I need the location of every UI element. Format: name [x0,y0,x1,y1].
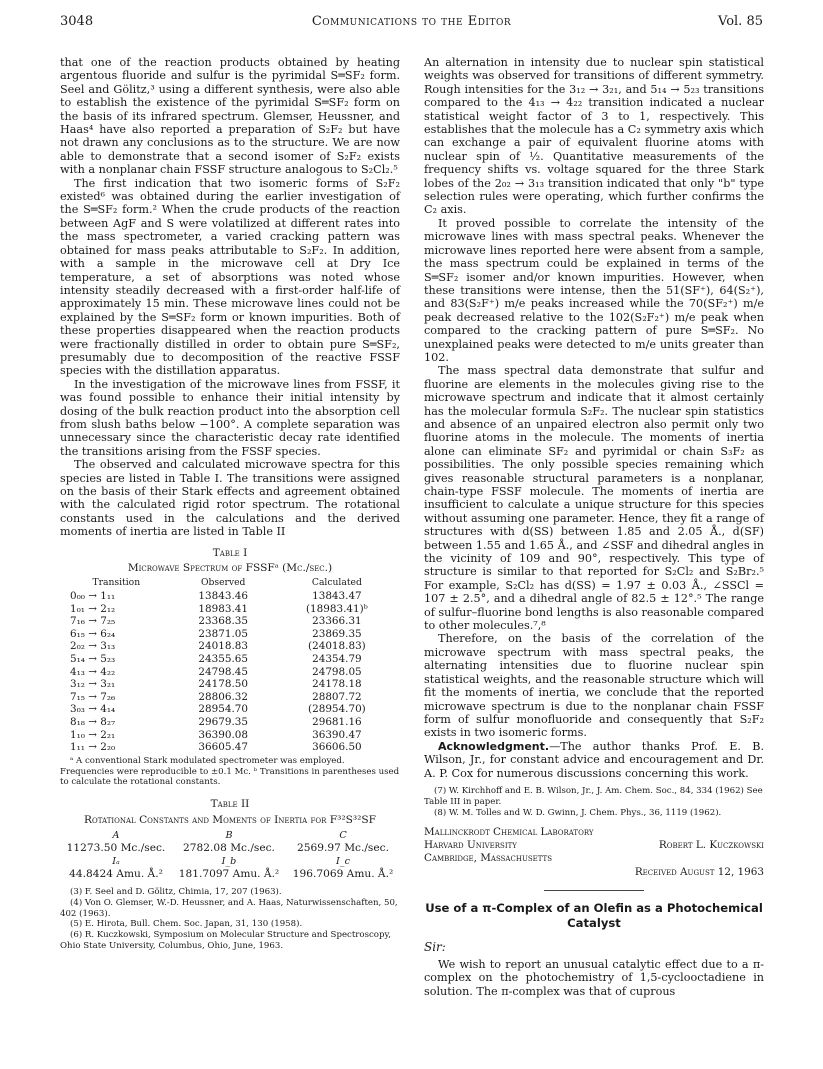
table1-row [60,628,400,641]
table2 [60,829,400,881]
table1-label: Table I [212,546,248,559]
table1 [60,577,400,753]
table1-cell: 1₀₁ → 2₁₂ [70,602,116,615]
table1-cell: 28807.72 [312,690,362,703]
table1-row [60,741,400,754]
page-header [60,14,763,34]
table1-cell: 24178.50 [198,678,248,691]
table1-title: Microwave Spectrum of FSSFᵃ (Mc./sec.) [127,562,333,575]
table1-footnote [60,756,400,788]
table2-header: B [225,829,233,841]
reference: (6) R. Kuczkowski, Symposium on Molecular Structure and Spectroscopy, Ohio State University, Columbus, Ohio, June, 1963. [60,930,391,951]
paragraph: We wish to report an unusual catalytic effect due to a π-complex on the photochemistry of 1,5-cyclooctadiene in solution. The π-complex was that of cuprous [424,957,764,998]
table1-cell: 0₀₀ → 1₁₁ [70,590,116,603]
right-references [424,786,764,818]
salutation: Sir: [424,939,446,954]
table1-header: Transition [92,577,141,589]
paragraph: An alternation in intensity due to nuclear spin statistical weights was observed for transitions of different symmetry. Rough intensities for the 3₁₂ → 3₂₁, and 5₁₄ → 5₂₃ transitions compared to the 4₁₃ → 4₂₂ transition indicated a nuclear statistical weight factor of 3 to 1, respectively. This establishes that the molecule has a C₂ symmetry axis which can exchange a pair of equivalent fluorine atoms with nuclear spin of ½. Quantitative measurements of the frequency shifts vs. voltage squared for the three Stark lobes of the 2₀₂ → 3₁₃ transition indicated that only "b" type selection rules were operating, which further confirms the C₂ axis. [424,56,764,217]
table1-cell: 29679.35 [198,715,248,728]
table1-cell: 24355.65 [198,653,248,665]
paragraph: In the investigation of the microwave lines from FSSF, it was found possible to enhance their initial intensity by dosing of the bulk reaction product into the absorption cell from slush baths below −100°. A complete separation was unnecessary since the characteristic decay rate identified the transitions arising from the FSSF species. [60,377,400,458]
table2-header: I_c [336,855,350,867]
table1-row [60,678,400,691]
section-divider [544,890,644,891]
table1-cell: 7₁₅ → 7₂₆ [70,690,116,703]
reference: (8) W. M. Tolles and W. D. Gwinn, J. Chem. Phys., 36, 1119 (1962). [434,807,722,818]
table1-cell: 4₁₃ → 4₂₂ [70,665,116,678]
table1-cell: 1₁₀ → 2₂₁ [70,728,116,741]
table2-header: A [112,829,120,841]
paragraph: Therefore, on the basis of the correlation of the microwave spectrum with mass spectral peaks, the alternating intensities due to fluorine nuclear spin statistical weights, and the reasonable structure which will fit the moments of inertia, we conclude that the reported microwave spectrum is due to the nonplanar chain FSSF form of sulfur monofluoride and consequently that S₂F₂ exists in two isomeric forms. [424,632,764,740]
table1-row [60,653,400,666]
table1-cell: 36390.08 [198,728,248,741]
paragraph: The mass spectral data demonstrate that sulfur and fluorine are elements in the molecules giving rise to the microwave spectrum and indicate that it almost certainly has the molecular formula S₂F₂. The nuclear spin statistics and absence of an unpaired electron also permit only two fluorine atoms in the molecule. The moments of inertia alone can eliminate SF₂ and pyrimidal or chain S₃F₂ as possibilities. The only possible species remaining which gives reasonable structural parameters is a nonplanar, chain-type FSSF molecule. The moments of inertia are insufficient to calculate a unique structure for this species without assuming one parameter. Hence, they fit a range of structures with d(SS) between 1.85 and 2.05 Å., d(SF) between 1.55 and 1.65 Å., and ∠SSF and dihedral angles in the vicinity of 109 and 90°, respectively. This type of structure is similar to that reported for S₂Cl₂ and S₂Br₂.⁵ For example, S₂Cl₂ has d(SS) = 1.97 ± 0.03 Å., ∠SSCl = 107 ± 2.5°, and a dihedral angle of 82.5 ± 12°.⁵ The range of sulfur–fluorine bond lengths is also reasonable compared to other molecules.⁷,⁸ [424,364,764,633]
table1-cell: 24354.79 [312,653,362,665]
institution-line: Harvard University [424,838,517,851]
left-references [60,887,400,952]
table2-header: I_b [221,855,237,867]
table1-cell: 28954.70 [198,703,248,716]
table1-row [60,666,400,679]
table2-cell: 196.7069 Amu. Å.² [292,867,394,880]
table1-row [60,640,400,653]
table1-header: Observed [200,577,246,589]
author-name: Robert L. Kuczkowski [658,838,764,851]
table1-row [60,716,400,729]
paragraph: that one of the reaction products obtained by heating argentous fluoride and sulfur is the pyrimidal S═SF₂ form. Seel and Gölitz,³ using a different synthesis, were also able to establish the existence of the pyrimidal S═SF₂ form on the basis of its infrared spectrum. Glemser, Heussner, and Haas⁴ have also reported a preparation of S₂F₂ but have not drawn any conclusions as to the structure. We are now able to demonstrate that a second isomer of S₂F₂ exists with a nonplanar chain FSSF structure analogous to S₂Cl₂.⁵ [60,56,400,177]
table1-cell: 24018.83 [198,640,248,653]
table1-row [60,729,400,742]
acknowledgment-text: —The author thanks Prof. E. B. Wilson, Jr., for constant advice and encouragement and Dr. A. P. Cox for numerous discussions concerning this work. [424,739,764,780]
table1-cell: 23368.35 [198,615,248,628]
table2-cell: 2782.08 Mc./sec. [183,841,275,854]
acknowledgment [424,740,764,780]
table2-header: Iₐ [112,855,120,867]
page-number: 3048 [60,14,94,29]
table2-cell: 11273.50 Mc./sec. [66,841,166,854]
table1-cell: 24798.05 [312,665,362,678]
table1-row [60,615,400,628]
table1-cell: (18983.41)ᵇ [305,602,368,615]
table1-cell: 23871.05 [198,627,248,640]
institution-line: Cambridge, Massachusetts [424,851,553,864]
institution-line: Mallinckrodt Chemical Laboratory [424,826,594,839]
table1-header: Calculated [311,577,362,589]
table1-cell: 2₀₂ → 3₁₃ [70,640,116,653]
table1-cell: 7₁₆ → 7₂₅ [70,615,116,628]
table1-row [60,703,400,716]
table1-footnote-text: ᵃ A conventional Stark modulated spectrometer was employed. Frequencies were reproducible to ±0.1 Mc. ᵇ Transitions in parentheses used to calculate the rotational constants. [60,755,400,788]
table1-cell: (28954.70) [308,703,366,716]
reference: (3) F. Seel and D. Gölitz, Chimia, 17, 207 (1963). [70,886,282,897]
table1-cell: 13843.46 [198,590,248,603]
received-date: Received August 12, 1963 [634,866,764,879]
reference: (4) Von O. Glemser, W.-D. Heussner, and A. Haas, Naturwissenschaften, 50, 402 (1963). [60,897,398,919]
table1-cell: 36606.50 [312,741,362,754]
table1-cell: 3₁₂ → 3₂₁ [70,678,116,691]
table1-cell: 36605.47 [198,741,248,754]
paragraph: The observed and calculated microwave spectra for this species are listed in Table I. The transitions were assigned on the basis of their Stark effects and agreement obtained with the calculated rigid rotor spectrum. The rotational constants used in the calculations and the derived moments of inertia are listed in Table II [60,458,400,539]
affiliation-block [424,826,764,864]
table2-cell: 44.8424 Amu. Å.² [69,867,163,880]
reference: (5) E. Hirota, Bull. Chem. Soc. Japan, 31, 130 (1958). [70,919,303,930]
table1-cell: 1₁₁ → 2₂₀ [70,741,116,754]
table2-cell: 2569.97 Mc./sec. [297,841,389,854]
table1-cell: 36390.47 [312,728,362,741]
table1-cell: (24018.83) [308,640,366,653]
table2-title: Rotational Constants and Moments of Inertia for F³²S³²SF [84,813,376,826]
table1-cell: 3₀₃ → 4₁₄ [70,703,116,716]
reference: (7) W. Kirchhoff and E. B. Wilson, Jr., J. Am. Chem. Soc., 84, 334 (1962) See Table III in paper. [424,785,763,807]
table1-cell: 6₁₅ → 6₂₄ [70,627,116,640]
table2-cell: 181.7097 Amu. Å.² [178,867,280,880]
table2-header: C [339,829,347,841]
table1-row [60,590,400,603]
table1-cell: 5₁₄ → 5₂₃ [70,653,116,665]
article-title: Use of a π-Complex of an Olefin as a Photochemical Catalyst [425,900,763,930]
table1-cell: 24798.45 [198,665,248,678]
paragraph: It proved possible to correlate the intensity of the microwave lines with mass spectral peaks. Whenever the microwave lines reported here were absent from a sample, the mass spectrum could be explained in terms of the S═SF₂ isomer and/or known impurities. However, when these transitions were intense, then the 51(SF⁺), 64(S₂⁺), and 83(S₂F⁺) m/e peaks increased while the 70(SF₂⁺) m/e peak decreased relative to the 102(S₂F₂⁺) m/e peak when compared to the cracking pattern of pure S═SF₂. No unexplained peaks were detected to m/e units greater than 102. [424,216,764,364]
acknowledgment-heading: Acknowledgment. [438,739,550,753]
volume-label: Vol. 85 [718,14,763,29]
table2-label: Table II [210,798,250,811]
left-column [60,56,400,952]
table1-cell: 29681.16 [312,715,362,728]
running-title: Communications to the Editor [311,14,512,29]
table1-cell: 23869.35 [312,627,362,640]
paragraph: The first indication that two isomeric forms of S₂F₂ existed⁶ was obtained during the earlier investigation of the S═SF₂ form.² When the crude products of the reaction between AgF and S were volatilized at different rates into the mass spectrometer, a varied cracking pattern was obtained for mass peaks attributable to S₂F₂. In addition, with a sample in the microwave cell at Dry Ice temperature, a set of absorptions was noted whose intensity steadily decreased with a first-order half-life of approximately 15 min. These microwave lines could not be explained by the S═SF₂ form or known impurities. Both of these properties disappeared when the reaction products were fractionally distilled in order to obtain pure S═SF₂, presumably due to decomposition of the reactive FSSF species with the distillation apparatus. [60,176,400,378]
right-column [424,56,764,998]
table1-row [60,691,400,704]
table1-cell: 28806.32 [198,690,248,703]
table1-cell: 23366.31 [312,615,362,628]
table1-cell: 13843.47 [312,590,362,603]
table1-cell: 8₁₈ → 8₂₇ [70,715,116,728]
table1-cell: 18983.41 [198,602,248,615]
table1-cell: 24178.18 [312,678,362,691]
table1-row [60,603,400,616]
